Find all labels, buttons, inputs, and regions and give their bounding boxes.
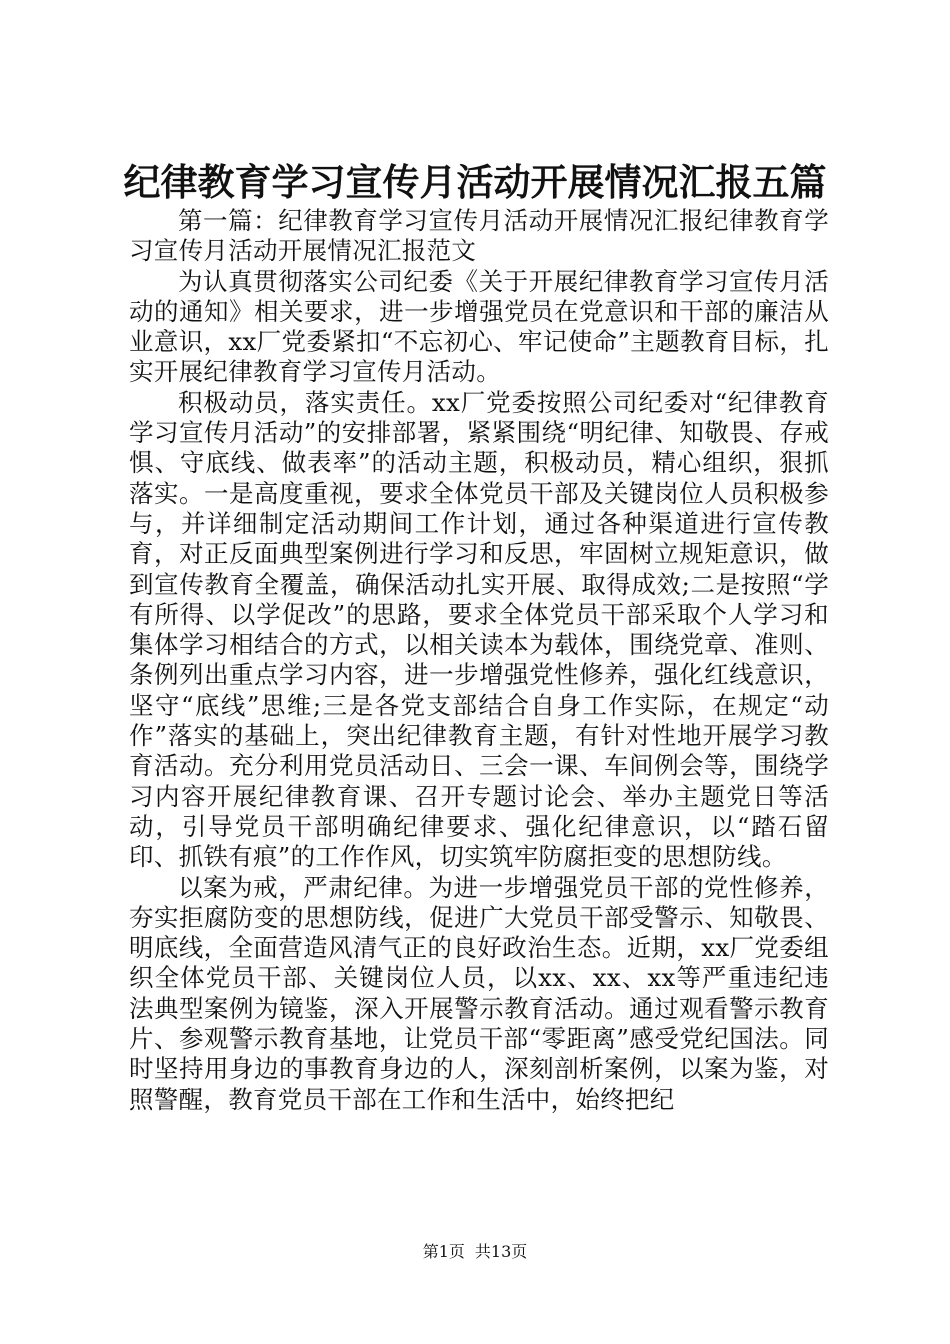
page-total: 共13页 bbox=[474, 1242, 528, 1261]
document-title: 纪律教育学习宣传月活动开展情况汇报五篇 bbox=[123, 160, 827, 204]
page-footer bbox=[0, 1242, 950, 1262]
paragraph: 为认真贯彻落实公司纪委《关于开展纪律教育学习宣传月活动的通知》相关要求，进一步增强党员在党意识和干部的廉洁从业意识，xx厂党委紧扣“不忘初心、牢记使命”主题教育目标，扎实开展纪律教育学习宣传月活动。 bbox=[129, 266, 829, 387]
paragraph: 积极动员，落实责任。xx厂党委按照公司纪委对“纪律教育学习宣传月活动”的安排部署，紧紧围绕“明纪律、知敬畏、存戒惧、守底线、做表率”的活动主题，积极动员，精心组织，狠抓落实。一是高度重视，要求全体党员干部及关键岗位人员积极参与，并详细制定活动期间工作计划，通过各种渠道进行宣传教育，对正反面典型案例进行学习和反思，牢固树立规矩意识，做到宣传教育全覆盖，确保活动扎实开展、取得成效;二是按照“学有所得、以学促改”的思路，要求全体党员干部采取个人学习和集体学习相结合的方式，以相关读本为载体，围绕党章、准则、条例列出重点学习内容，进一步增强党性修养，强化红线意识，坚守“底线”思维;三是各党支部结合自身工作实际，在规定“动作”落实的基础上，突出纪律教育主题，有针对性地开展学习教育活动。充分利用党员活动日、三会一课、车间例会等，围绕学习内容开展纪律教育课、召开专题讨论会、举办主题党日等活动，引导党员干部明确纪律要求、强化纪律意识，以“踏石留印、抓铁有痕”的工作作风，切实筑牢防腐拒变的思想防线。 bbox=[129, 387, 830, 872]
document-body bbox=[129, 206, 829, 1115]
paragraph: 以案为戒，严肃纪律。为进一步增强党员干部的党性修养，夯实拒腐防变的思想防线，促进广大党员干部受警示、知敬畏、明底线，全面营造风清气正的良好政治生态。近期，xx厂党委组织全体党员干部、关键岗位人员，以xx、xx、xx等严重违纪违法典型案例为镜鉴，深入开展警示教育活动。通过观看警示教育片、参观警示教育基地，让党员干部“零距离”感受党纪国法。同时坚持用身边的事教育身边的人，深刻剖析案例，以案为鉴，对照警醒，教育党员干部在工作和生活中，始终把纪 bbox=[129, 872, 829, 1114]
paragraph: 第一篇：纪律教育学习宣传月活动开展情况汇报纪律教育学习宣传月活动开展情况汇报范文 bbox=[129, 206, 829, 266]
page-number: 第1页 bbox=[422, 1242, 465, 1261]
